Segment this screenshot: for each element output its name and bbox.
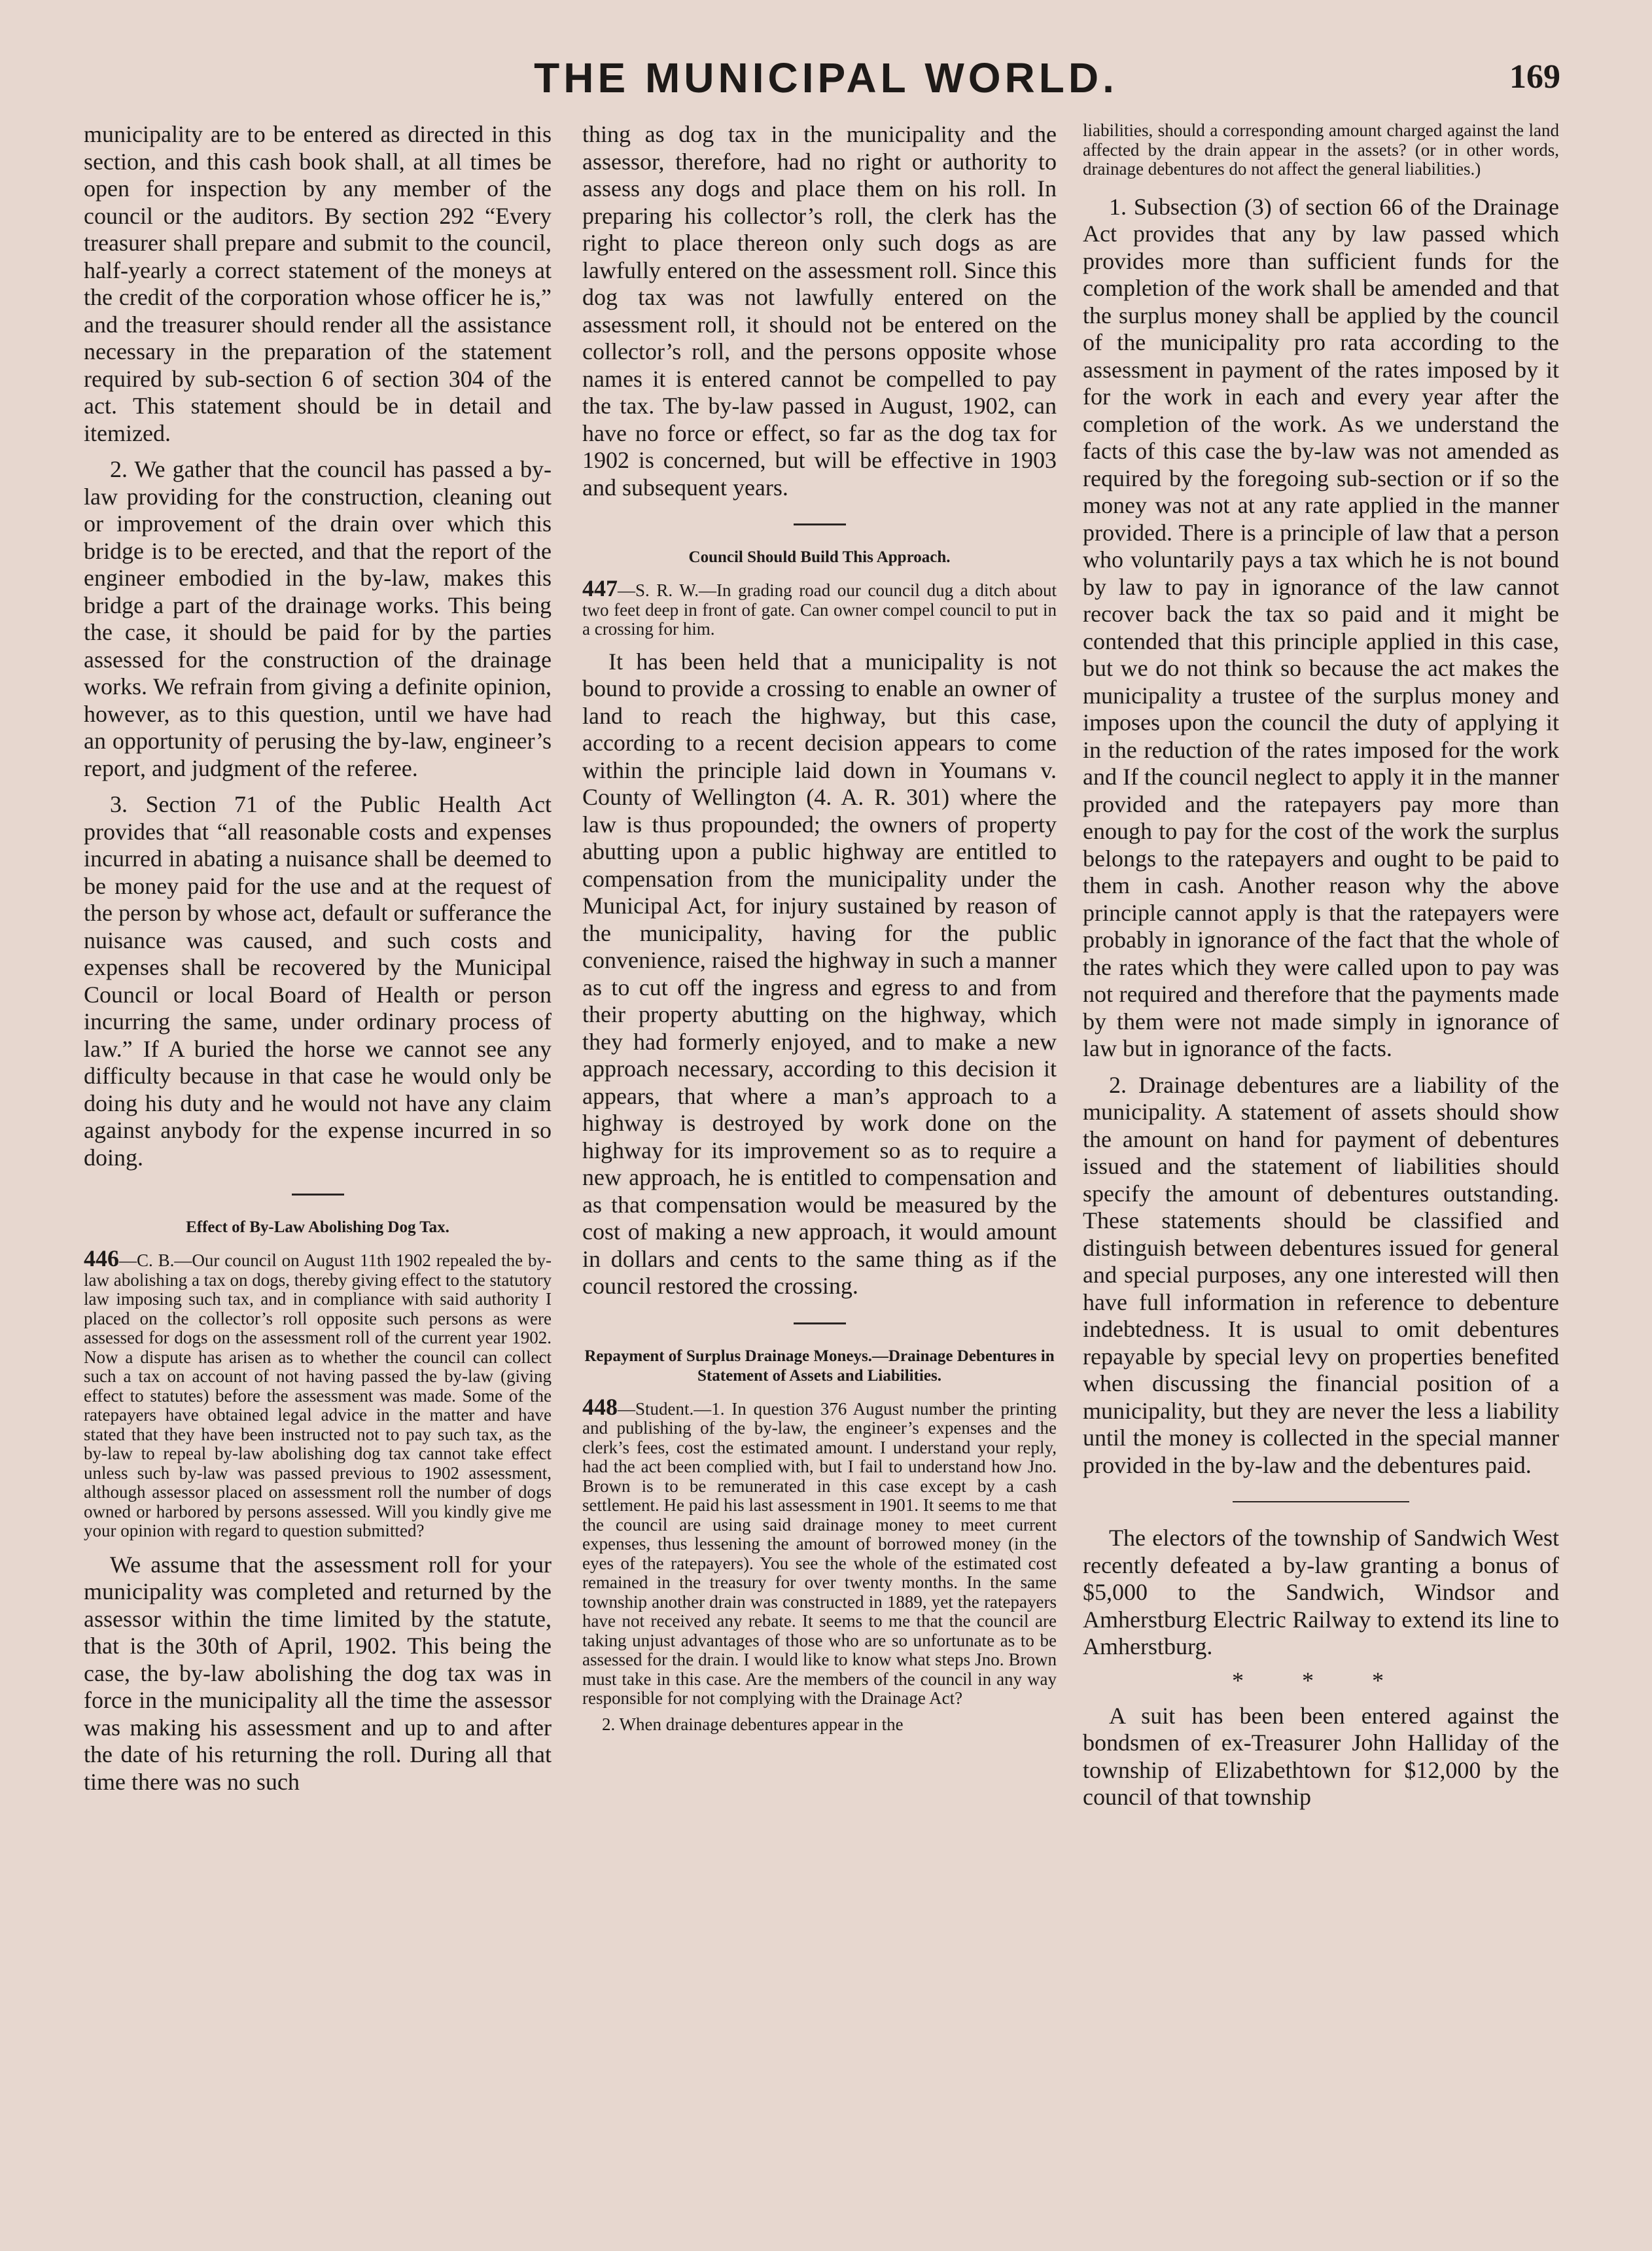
question-text: liabilities, should a corresponding amount charged against the land affected by the drain appear in the assets? (or in other words, drainage debentures do not affect the general liabilities.) (1083, 120, 1559, 179)
question-text: —C. B.—Our council on August 11th 1902 repealed the by-law abolishing a tax on dogs, thereby giving effect to the statutory law imposing such tax, and in compliance with said authority I placed on the collector’s roll opposite such persons as were assessed for dogs on the assessment roll of the current year 1902. Now a dispute has arisen as to whether the council can collect such a tax on account of not having passed the by-law (giving effect to statutes) before the assessment was made. Some of the ratepayers have obtained legal advice in the matter and have stated that they have been instructed not to pay such tax, as the by-law to repeal by-law abolishing dog tax cannot take effect unless such by-law was passed previous to 1902 assessment, although assessor placed on assessment roll the number of dogs owned or harbored by persons assessed. Will you kindly give me your opinion with regard to question submitted? (84, 1250, 552, 1540)
column-2 (582, 121, 1057, 1741)
answer-paragraph: We assume that the assessment roll for your municipality was completed and returned by the assessor within the time limited by the statute, that is the 30th of April, 1902. This being the case, the by-law abolishing the dog tax was in force in the municipality all the time the assessor was making his assessment and up to and after the date of his returning the roll. During all that time there was no such (84, 1551, 552, 1795)
divider (292, 1194, 344, 1196)
divider (1233, 1501, 1409, 1502)
section-heading: Repayment of Surplus Drainage Moneys.—Drainage Debentures in Statement of Assets and Liabilities. (584, 1347, 1055, 1385)
column-1 (84, 121, 552, 1805)
divider (794, 1322, 846, 1324)
page-number: 169 (1509, 58, 1560, 96)
question-447 (582, 575, 1057, 639)
separator-stars: * * * (1232, 1667, 1410, 1693)
page-header (0, 54, 1652, 113)
paragraph: 2. We gather that the council has passed a by-law providing for the construction, cleaning out or improvement of the drain over which this bridge is to be erected, and that the report of the engineer embodied in the by-law, makes this bridge a part of the drainage works. This being the case, it should be paid for by the parties assessed for the construction of the drainage works. We refrain from giving a definite opinion, however, as to this question, until we have had an opportunity of perusing the by-law, engineer’s report, and judgment of the referee. (84, 456, 552, 781)
question-448 (582, 1393, 1057, 1709)
column-3 (1083, 121, 1559, 1820)
paragraph: thing as dog tax in the municipality and the assessor, therefore, had no right or authority to assess any dogs and place them on his roll. In preparing his collector’s roll, the clerk has the right to place thereon only such dogs as are lawfully entered on the assessment roll. Since this dog tax was not lawfully entered on the assessment roll, it should not be entered on the collector’s roll, and the persons opposite whose names it is entered cannot be compelled to pay the tax. The by-law passed in August, 1902, can have no force or effect, so far as the dog tax for 1902 is concerned, but will be effective in 1903 and subsequent years. (582, 121, 1057, 501)
section-heading: Council Should Build This Approach. (688, 548, 951, 566)
section-heading: Effect of By-Law Abolishing Dog Tax. (186, 1218, 449, 1236)
news-item: The electors of the township of Sandwich West recently defeated a by-law granting a bonus of $5,000 to the Sandwich, Windsor and Amherstburg Electric Railway to extend its line to Amherstburg. (1083, 1525, 1559, 1659)
answer-paragraph: 1. Subsection (3) of section 66 of the Drainage Act provides that any by law passed which provides more than sufficient funds for the completion of the work shall be amended and that the surplus money shall be applied by the council of the municipality pro rata according to the assessment in payment of the rates imposed by it for the work in each and every year after the completion of the work. As we understand the facts of this case the by-law was not amended as required by the foregoing sub-section or if so the money was not at any rate applied in the manner provided. There is a principle of law that a person who voluntarily pays a tax which he is not bound by law to pay in ignorance of the law cannot recover back the tax so paid and it might be contended that this principle applied in this case, but we do not think so because the act makes the municipality a trustee of the surplus money and imposes upon the council the duty of applying it in the reduction of the rates imposed for the work and If the council neglect to apply it in the manner provided and the ratepayers pay more than enough to pay for the cost of the work the surplus belongs to the ratepayers and ought to be paid to them in cash. Another reason why the above principle cannot apply is that the ratepayers were probably in ignorance of the fact that the whole of the rates which they were called upon to pay was not required and therefore that the payments made by them were not made simply in ignorance of law but in ignorance of the facts. (1083, 193, 1559, 1061)
question-number: 447 (582, 575, 618, 601)
question-number: 446 (84, 1245, 119, 1271)
news-item: A suit has been been entered against the bondsmen of ex-Treasurer John Halliday of the township of Elizabethtown for $12,000 by the council of that township (1083, 1702, 1559, 1810)
masthead-title: THE MUNICIPAL WORLD. (534, 54, 1118, 101)
paragraph: 3. Section 71 of the Public Health Act provides that “all reasonable costs and expenses incurred in abating a nuisance shall be deemed to be money paid for the use and at the request of the person by whose act, default or sufferance the nuisance was caused, and such costs and expenses shall be recovered by the Municipal Council or local Board of Health or person incurring the same, under ordinary process of law.” If A buried the horse we cannot see any difficulty because in that case he would only be doing his duty and he would not have any claim against anybody for the expense incurred in so doing. (84, 791, 552, 1171)
question-text: 2. When drainage debentures appear in the (602, 1714, 904, 1734)
divider (794, 523, 846, 525)
paragraph: municipality are to be entered as directed in this section, and this cash book shall, at all times be open for inspection by any member of the council or the auditors. By section 292 “Every treasurer shall prepare and submit to the council, half-yearly a correct statement of the moneys at the credit of the corporation whose officer he is,” and the treasurer should render all the assistance necessary in the preparation of the statement required by sub-section 6 of section 304 of the act. This statement should be in detail and itemized. (84, 121, 552, 446)
answer-paragraph: It has been held that a municipality is not bound to provide a crossing to enable an owner of land to reach the highway, but this case, according to a recent decision appears to come within the principle laid down in Youmans v. County of Wellington (4. A. R. 301) where the law is thus propounded; the owners of property abutting upon a public highway are entitled to compensation from the municipality under the Municipal Act, for injury sustained by reason of the municipality, having for the public convenience, raised the highway in such a manner as to cut off the ingress and egress to and from their property abutting on the highway, which they had formerly enjoyed, and to make a new approach necessary, according to this decision it appears, that where a man’s approach to a highway is destroyed by work done on the highway for its improvement so as to require a new approach, he is entitled to compensation and as that compensation would be measured by the cost of making a new approach, it would amount in dollars and cents to the same thing as if the council restored the crossing. (582, 648, 1057, 1299)
question-446 (84, 1245, 552, 1541)
question-text: —S. R. W.—In grading road our council dug a ditch about two feet deep in front of gate. Can owner compel council to put in a crossing for him. (582, 580, 1057, 639)
question-number: 448 (582, 1393, 618, 1420)
question-text: —Student.—1. In question 376 August number the printing and publishing of the by-law, the engineer’s expenses and the clerk’s fees, cost the estimated amount. I understand your reply, had the act been complied with, but I fail to understand how Jno. Brown is to be remunerated in this case except by a cash settlement. He paid his last assessment in 1901. It seems to me that the council are using said drainage money to meet current expenses, thus lessening the amount of borrowed money (in the eyes of the ratepayers). You see the whole of the estimated cost remained in the treasury for over twenty months. In the same township another drain was constructed in 1889, yet the ratepayers have not received any rebate. It seems to me that the council are taking unjust advantages of those who are so unfortunate as to be assessed for the drain. I would like to know what steps Jno. Brown must take in this case. Are the members of the council in any way responsible for not complying with the Drainage Act? (582, 1398, 1057, 1708)
answer-paragraph: 2. Drainage debentures are a liability of the municipality. A statement of assets should show the amount on hand for payment of debentures issued and the statement of liabilities should specify the amount of debentures outstanding. These statements should be classified and distinguish between debentures issued for general and special purposes, any one interested will then have full information in reference to debenture indebtedness. It is usual to omit debentures repayable by special levy on properties benefited when discussing the financial position of a municipality, but they are never the less a liability until the money is collected in the special manner provided in the by-law and the debentures paid. (1083, 1071, 1559, 1478)
